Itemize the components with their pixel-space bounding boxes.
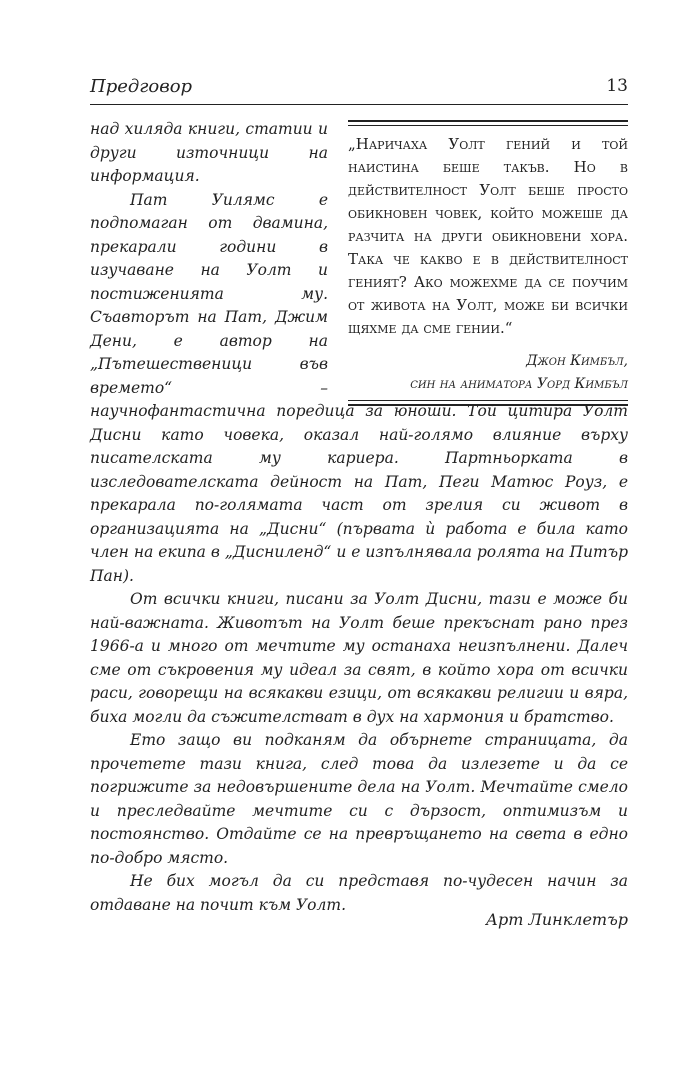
quote-rule-bottom-thin — [348, 400, 628, 401]
quote-attribution — [348, 350, 628, 396]
paragraph-5: Не бих могъл да си представя по-чудесен начин за отдаване на почит към Уолт. — [90, 872, 628, 914]
paragraph-2: Пат Уилямс е подпомаган от двамина, прекарали години в изучаване на Уолт и постиженията му. Съавторът на Пат, Джим Дени, е автор на „Пътешественици във времето“ – научнофантастична поредица за юноши. Той цитира Уолт Дисни като човека, оказал най-голямо влияние върху писателската му кариера. Партньорката в изследователската дейност на Пат, Пеги Матюс Роуз, е прекарала по-голямата част от зрелия си живот в организацията на „Дисни“ (първата ѝ работа е била като член на екипа в „Дисниленд“ и е изпълнявала ролята на Питър Пан). — [90, 190, 628, 585]
paragraph-3: От всички книги, писани за Уолт Дисни, тази е може би най-важната. Животът на Уолт беше прекъснат рано през 1966-а и много от мечтите му останаха неизпълнени. Далеч сме от съкровения му идеал за свят, в който хора от всички раси, говорещи на всякакви езици, от всякакви религии и вяра, биха могли да съжителстват в дух на хармония и братство. — [90, 590, 628, 726]
attribution-name: Джон Кимбъл, — [526, 353, 628, 369]
pull-quote — [348, 120, 628, 406]
paragraph-4: Ето защо ви подканям да обърнете страницата, да прочетете тази книга, след това да излезете и да се погрижите за недовършените дела на Уолт. Мечтайте смело и преследвайте мечтите си с дързост, оптимизъм и постоянство. Отдайте се на превръщането на света в едно по-добро място. — [90, 731, 628, 867]
attribution-role: син на аниматора Уорд Кимбъл — [410, 376, 628, 392]
quote-rule-top-thin — [348, 125, 628, 126]
page-number: 13 — [606, 76, 628, 96]
quote-rule-bottom — [348, 404, 628, 406]
header-rule — [90, 104, 628, 105]
quote-text: „Наричаха Уолт гений и той наистина беше такъв. Но в действителност Уолт беше просто обикновен човек, който можеше да разчита на други обикновени хора. Така че какво е в действителност геният? Ако можехме да се поучим от живота на Уолт, може би всички щяхме да сме гении.“ — [348, 135, 628, 337]
section-title: Предговор — [90, 76, 193, 97]
paragraph-1: над хиляда книги, статии и други източници на информация. — [90, 120, 328, 185]
signature: Арт Линклетър — [485, 910, 628, 929]
quote-rule-top — [348, 120, 628, 122]
page-header — [90, 76, 628, 104]
